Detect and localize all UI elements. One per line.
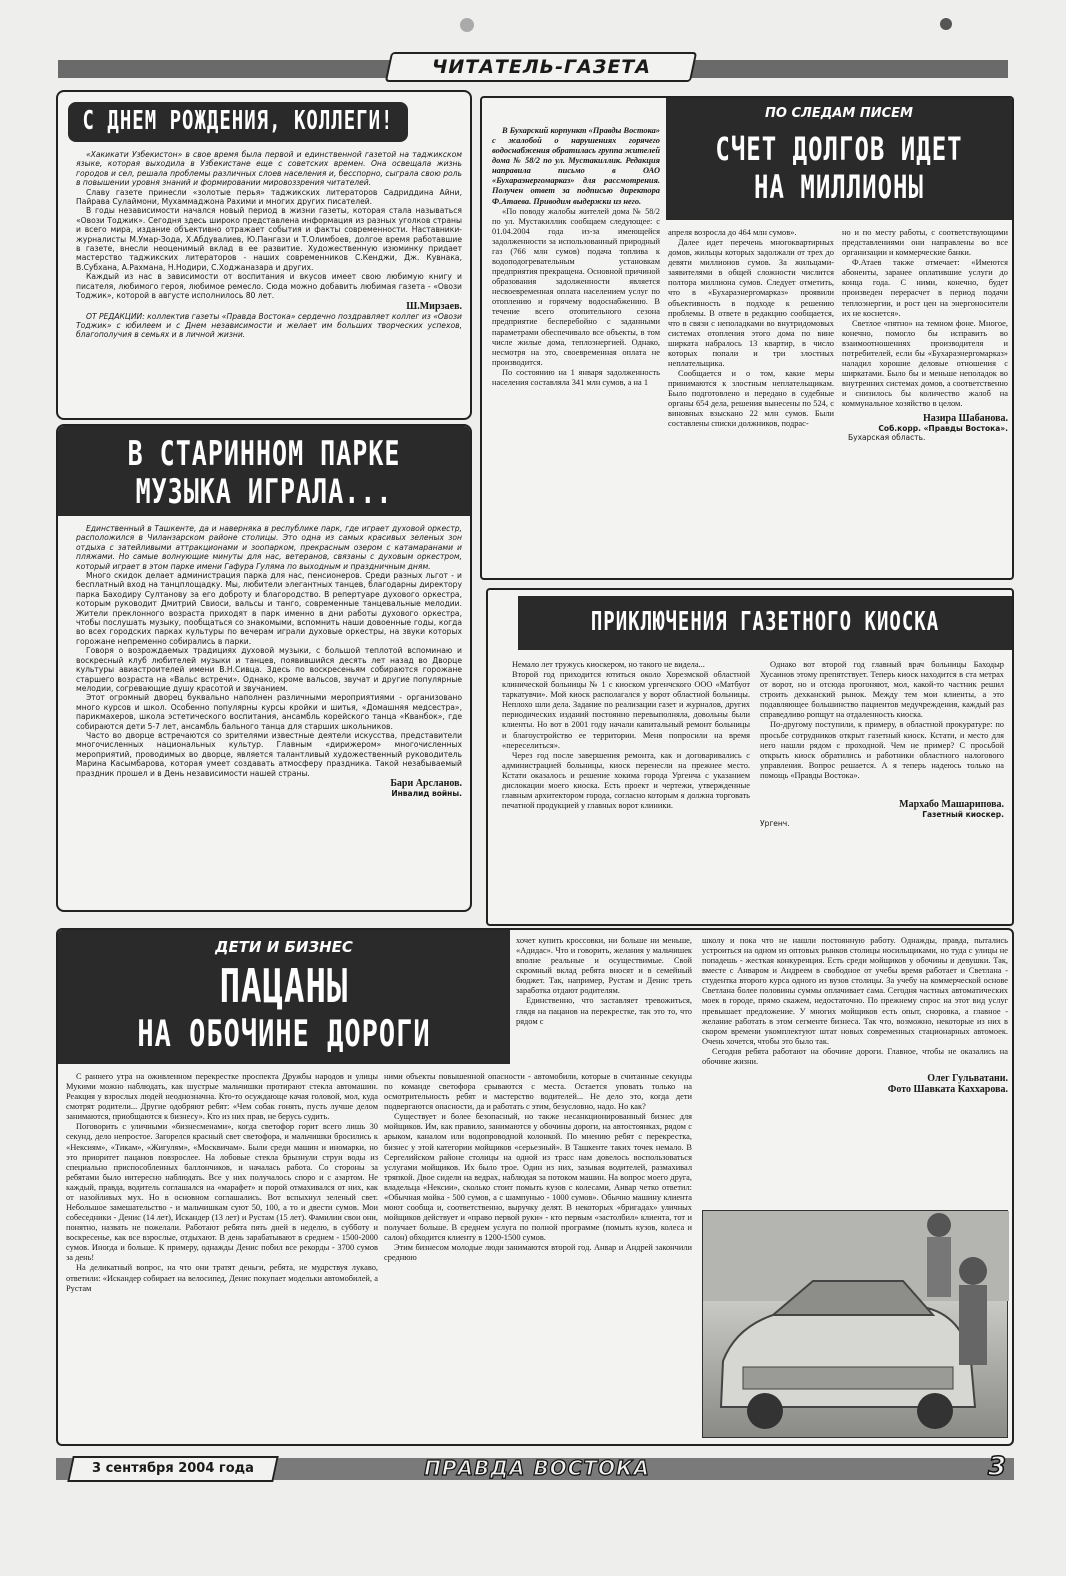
- article-park: [56, 424, 472, 912]
- author-byline: Бари Арсланов.: [390, 777, 462, 789]
- footer-paper-name: ПРАВДА ВОСТОКА: [424, 1456, 650, 1480]
- paragraph: Немало лет тружусь киоскером, но такого не видела...: [512, 660, 705, 669]
- editorial-note: ОТ РЕДАКЦИИ: коллектив газеты «Правда Востока» сердечно поздравляет коллег из «Овози Тоджик» с юбилеем и с Днем независимости и желает им больших творческих успехов, благополучия в семьях и в личной жизни.: [76, 311, 462, 340]
- paragraph: Однако вот второй год главный врач больницы Баходыр Хусаинов этому препятствует. Теперь киоск находится в ста метрах от ворот, но и отсюда прогоняют, мол, какой-то частник решил строить дехканский рынок. Между тем мои клиенты, а это подавляющее большинство пациентов медучреждения, каждый раз справедливо ропщут на отдаленность киоска.: [760, 660, 1004, 720]
- author-role: Соб.корр. «Правды Востока».: [878, 424, 1008, 434]
- paragraph: Через год после завершения ремонта, как и договаривались с администрацией больницы, киоск перенесли на прежнее место. Кстати оказалось и решение хокима города Ургенча с указанием дислокации моего киоска. Есть проект и чертежи, утвержденные главным архитектором города, согласно которым я должна торговать печатной продукцией у главных ворот клиники.: [502, 750, 750, 811]
- author-role: Инвалид войны.: [391, 788, 462, 798]
- car-photo-illustration: [703, 1211, 1009, 1439]
- author-byline: Назира Шабанова.: [922, 413, 1008, 425]
- paragraph: Славу газете принесли «золотые перья» таджикских литераторов Садриддина Айни, Пайрава Сулаймони, Мухаммаджона Рахими и многих других писателей.: [76, 187, 462, 207]
- paragraph: Существует и более безопасный, но также несанкционированный бизнес для мойщиков. Им, как правило, занимаются у обочины дороги, на автостоянках, рядом с арыком, каналом или водопроводной колонкой. По мнению ребят с перекрестка, бизнес у этой категории мойщиков «серьезный». В Ташкенте таких точек немало. В Сергелийском районе столицы на одной из трасс нам довелось воспользоваться услугами мойщиков. Их было трое. Один из них, зазывая водителей, размахивал тряпкой. Двое сидели на ведрах, наблюдая за потоком машин. На вопрос моего друга, владельца «Нексии», сколько стоит помыть кузов с колесами, Анвар четко ответил: «Обычная мойка - 500 сумов, а с шампунью - 1000 сумов». Обычно машину клиента моют сообща и, соответственно, выручку делят. В некоторых «бригадах» уличных мойщиков действует и «право первой руки» - кто первым «застолбил» клиента, тот и получает больше. В среднем услуга по полной программе (помыть кузов, колеса и салон) обходится клиенту в 1200-1500 сумов.: [384, 1112, 692, 1243]
- paragraph: Единственно, что заставляет тревожиться, глядя на пацанов на перекрестке, так это то, что рядом с: [516, 996, 692, 1026]
- column-2: [760, 660, 1004, 922]
- paragraph: апреля возросла до 464 млн сумов».: [668, 228, 797, 237]
- paragraph: Этот огромный дворец буквально наполнен различными мероприятиями - организовано много курсов и школ. Особенно популярны курсы кройки и шитья, «Домашняя медсестра», парикмахеров, школа эстетического воспитания, ансамбль корейского танца «Кванбок», где собираются дети 5-7 лет, ансамбль бального танца для старших школьников.: [76, 693, 462, 731]
- paragraph: Второй год приходится ютиться около Хорезмской областной клинической больницы № 1 с киоском ургенчского ООО «Матбуот таркатувчи». Мой киоск располагался у ворот областной больницы. Неплохо шли дела. Задание по реализации газет и журналов, других периодических изданий постоянно перевыполняла, довольны были клиенты. Но вот в 2001 году начали капитальный ремонт больницы и благоустройство ее территории. Меня попросили на время «переселиться».: [502, 670, 750, 750]
- column-2: [668, 228, 834, 576]
- footer-date-plate: [67, 1456, 279, 1482]
- paragraph: Много скидок делает администрация парка для нас, пенсионеров. Среди разных льгот - и бесплатный вход на танцплощадку. Мы, любители элегантных танцев, благодарны директору парка Баходиру Султанову за его доброту и благородство. В репертуаре духового оркестра, которым руководит Дмитрий Свиоси, вальсы и танго, современные танцевальные мелодии. Жители преклонного возраста приходят в парк именно в дни работы духового оркестра, чтобы послушать музыку, пообщаться со знакомыми, вспомнить наши довоенные годы, когда во всех городских парках культуры по вечерам играли духовые оркестры, на звуки которых горожане непременно собирались в парки.: [76, 571, 462, 646]
- paragraph: ними объекты повышенной опасности - автомобили, которые в считанные секунды по команде светофора срываются с места. Остается уповать только на осмотрительность ребят и мастерство водителей... Не дело это, когда дети подвергаются опасности, да и работать с этим, безусловно, надо. Но как?: [384, 1072, 692, 1112]
- place: Бухарская область.: [848, 433, 926, 443]
- paragraph: школу и пока что не нашли постоянную работу. Однажды, правда, пытались устроиться на одном из оптовых рынков столицы носильщиками, но туда с улицы не попадешь - жесткая конкуренция. Есть среди мойщиков у обочины и девушки. Так, вместе с Анваром и Андреем в свободное от учебы время работает и Светлана - студентка второго курса одного из вузов столицы. За учебу на коммерческой основе Светлана более половины суммы оплачивает сама. Сегодня частных автоматических моек в городе, прямо скажем, недостаточно. По прежнему спрос на этот вид услуг превышает предложение. У многих мойщиков есть опыт, сноровка, а главное - желание работать в этом сегменте бизнеса. Так что, возможно, некоторые из них в скором времени укомплектуют штат новых современных стационарных автомоек. Очень хочется, чтобы это было так.: [702, 936, 1008, 1046]
- paragraph: Часто во дворце встречаются со зрителями известные деятели искусства, представители многочисленных национальных культур. Главным «дирижером» многочисленных мероприятий, проводимых во дворце, является талантливый художественный руководитель Марина Касымбарова, которая умеет создавать атмосферу праздника. Такой незабываемый праздник прошел и в День независимости нашей страны.: [76, 730, 462, 778]
- binder-hole: [460, 18, 474, 32]
- body-birthday: [76, 150, 462, 416]
- author-byline: Ш.Мирзаев.: [406, 300, 462, 312]
- rubric: ДЕТИ И БИЗНЕС: [215, 938, 353, 956]
- paragraph: С раннего утра на оживленном перекрестке проспекта Дружбы народов и улицы Мукими можно наблюдать, как шустрые мальчишки протирают стекла автомашин. Реакция у взрослых людей неоднозначна. Кто-то осуждающе качая головой, мол, куда смотрят родители... Другие одобряют ребят: «Чем собак гонять, пусть лучше делом занимаются, приобщаются к бизнесу». Кто из них прав, не берусь судить.: [66, 1072, 378, 1122]
- article-kiosk: [486, 588, 1014, 926]
- headline-park: В СТАРИННОМ ПАРКЕ МУЗЫКА ИГРАЛА...: [58, 426, 470, 516]
- lead-text: В Бухарский корпункт «Правды Востока» с жалобой о нарушениях горячего водоснабжения обратилась группа жителей дома № 58/2 по ул. Мустакиллик. Редакция направила письмо в ОАО «Бухараэнергомарказ» для рассмотрения. Получен ответ за подписью директора Ф.Атаева. Приводим выдержки из него.: [492, 126, 660, 206]
- paragraph: Далее идет перечень многоквартирных домов, жильцы которых задолжали от трех до девяти миллионов сумов. За жильцами-заявителями в общей сложности числится полтора миллиона сумов. Следует отметить, что в «Бухараэнергомарказ» проявили объективность в подходе к решению проблемы. В ответе в редакцию сообщается, что в связи с неполадками во внутридомовых системах отопления этого дома по вине ширката набралось 13 квартир, в число которых попали и три злостных неплательщика.: [668, 238, 834, 369]
- column-top: [516, 936, 692, 1060]
- column-3: [842, 228, 1008, 576]
- section-title: ЧИТАТЕЛЬ-ГАЗЕТА: [431, 56, 651, 78]
- paragraph: Поговорить с уличными «бизнесменами», когда светофор горит всего лишь 30 секунд, дело непростое. Загорелся красный свет светофора, и мальчишки бросились к «Нексиям», «Тикам», «Жигулям», «Москвичам». Были среди машин и иномарки, но это приоритет пацанов повзрослее. На лобовые стекла брызнули струи воды из специально приспособленных баллончиков, и началась работа. Со стороны за ребятами было интересно наблюдать. Все у них получалось споро и с азартом. Не каждый, правда, водитель соглашался на «марафет» и порой отмахивался от них, как от назойливых мух. Но в основном соглашались. Вот вспыхнул зеленый свет. Небольшое замешательство - и мальчишкам суют 50, 100, а то и двести сумов. Мои собеседники - Денис (14 лет), Искандер (13 лет) и Рустам (15 лет). Фамилии свои они, понятно, назвать не пожелали. Работают ребята пять дней в неделю, в субботу и воскресенье, как все взрослые, отдыхают. В день зарабатывают в среднем - 1500-2000 сумов. Иногда и больше. К примеру, однажды Денис побил все рекорды - 3700 сумов за день!: [66, 1122, 378, 1263]
- binder-hole: [940, 18, 952, 30]
- column-1: [66, 1072, 378, 1442]
- article-debts: [480, 96, 1014, 580]
- article-kids: [56, 928, 1014, 1446]
- lead-text: Единственный в Ташкенте, да и наверняка в республике парк, где играет духовой оркестр, расположился в Чиланзарском районе столицы. Это одна из самых красивых зеленых зон отдыха с затейливыми аттракционами и зоопарком, прекрасным озером с катамаранами и пляжами. Но самые волнующие минуты для нас, ветеранов, связаны с духовым оркестром, который играет в этом парке имени Гафура Гуляма по выходным и праздничным дням.: [76, 524, 462, 571]
- photo-credit: Фото Шавката Каххарова.: [887, 1084, 1008, 1096]
- paragraph: Ф.Атаев также отмечает: «Имеются абоненты, заранее оплатившие услуги до конца года. С ними, конечно, будет произведен перерасчет в период подачи теплоэнергии, и рост цен на энергоносители их не коснется».: [842, 258, 1008, 318]
- rubric: ПО СЛЕДАМ ПИСЕМ: [765, 106, 913, 121]
- paragraph: В годы независимости начался новый период в жизни газеты, которая стала называться «Овози Тоджик». Сегодня здесь широко представлена информация из разных уголков страны и всего мира, издание объективно отражает события и факты современности. Наставники-журналисты М.Умар-Зода, Х.Абдувалиев, Ю.Пангази и Т.Олимбоев, долгое время работавшие в газете, внесли неоценимый вклад в ее развитие. Художественную изюминку придает мастерство таджикских литераторов - наших современников С.Кенджи, Дж. Кувнака, В.Субхана, А.Рахмана, Н.Нодири, С.Ходжаназара и других.: [76, 206, 462, 272]
- paragraph: Сегодня ребята работают на обочине дороги. Главное, чтобы не оказались на обочине жизни.: [702, 1046, 1008, 1066]
- paragraph: По состоянию на 1 января задолженность населения составляла 341 млн сумов, а на 1: [492, 367, 660, 387]
- column-2: [384, 1072, 692, 1442]
- headline-kiosk: ПРИКЛЮЧЕНИЯ ГАЗЕТНОГО КИОСКА: [518, 596, 1012, 650]
- headline-birthday: С ДНЕМ РОЖДЕНИЯ, КОЛЛЕГИ!: [68, 102, 408, 142]
- paragraph: Сообщается и о том, какие меры принимаются к злостным неплательщикам. Было подготовлено и передано в судебные органы 654 дела, решения вынесены по 524, с виновных взыскано 22 млн сумов. Были составлены списки должников, подрас-: [668, 369, 834, 429]
- section-label: [385, 52, 697, 82]
- paragraph: На деликатный вопрос, на что они тратят деньги, ребята, не мудрствуя лукаво, ответили: «Искандер собирает на велосипед, Денис покупает модельки автомобилей, а Рустам: [66, 1263, 378, 1293]
- paragraph: По-другому поступили, к примеру, в областной прокуратуре: по просьбе сотрудников открыт газетный киоск. Кстати, и место для него нашли рядом с проходной. Чем не пример? С просьбой открыть киоск обратились и работники областного налогового управления. Вопрос решается. А я теперь надеюсь только на помощь «Правды Востока».: [760, 720, 1004, 780]
- paragraph: хочет купить кроссовки, ни больше ни меньше, «Адидас». Что и говорить, желания у мальчишек вполне реальные и осуществимые. Свой скромный вклад ребята вносят и в семейный бюджет. Так, например, Рустам и Денис треть заработка отдают родителям.: [516, 936, 692, 996]
- column-1: [492, 126, 660, 576]
- author-role: Газетный киоскер.: [922, 809, 1004, 819]
- place: Ургенч.: [760, 818, 790, 828]
- paragraph: но и по месту работы, с соответствующими представлениями они направлены во все организации и коммерческие банки.: [842, 228, 1008, 258]
- headline-debts: ПО СЛЕДАМ ПИСЕМ СЧЕТ ДОЛГОВ ИДЕТ НА МИЛЛИОНЫ: [666, 98, 1012, 220]
- column-1: [502, 660, 750, 922]
- article-birthday: [56, 90, 472, 420]
- paragraph: Каждый из нас в зависимости от воспитания и вкусов имеет свою любимую книгу и писателя, любимого героя, любимое ремесло. Сюда можно добавить любимая газета - «Овози Тоджик», которой в августе исполнилось 80 лет.: [76, 272, 462, 301]
- author-byline: Олег Гульватани.: [927, 1073, 1008, 1085]
- paragraph: Говоря о возрождаемых традициях духовой музыки, с большой теплотой вспоминаю и воскресный клуб любителей музыки и танцев, появившийся десять лет назад во Дворце культуры авиастроителей имени В.Н.Сивца. Здесь по воскресеньям собираются горожане старшего возраста на «Вальс встречи». Однако, кроме вальсов, звучат и другие популярные мелодии, согревающие душу красотой и звучанием.: [76, 646, 462, 693]
- photo-car-wash: [702, 1210, 1008, 1438]
- issue-date: 3 сентября 2004 года: [92, 1461, 254, 1476]
- paragraph: Светлое «пятно» на темном фоне. Многое, конечно, помогло бы исправить во взаимоотношениях производителя и потребителей, если бы «Бухараэнергомарказ» наладил хорошие деловые отношения с ширкатами. Было бы и меньше неполадок во внутренних системах домов, а соответственно и снизилось бы количество жалоб на коммунальное хозяйство в целом.: [842, 318, 1008, 409]
- headline-kids: ДЕТИ И БИЗНЕС ПАЦАНЫ НА ОБОЧИНЕ ДОРОГИ: [58, 930, 510, 1064]
- lead-text: «Хакикати Узбекистон» в свое время была первой и единственной газетой на таджикском языке, которая выходила в Узбекистане еще с советских времен. Она освещала жизнь городов и сел, решала проблемы различных слоев населения и, бесспорно, сыграла свою роль в повышении уровня знаний и формировании мировоззрения читателей.: [76, 150, 462, 188]
- paragraph: Этим бизнесом молодые люди занимаются второй год. Анвар и Андрей закончили среднюю: [384, 1243, 692, 1263]
- author-byline: Мархабо Машарипова.: [899, 798, 1004, 810]
- paragraph: «По поводу жалобы жителей дома № 58/2 по ул. Мустакиллик сообщаем следующее: с 01.04.2004 года из-за имеющейся задолженности за использованный природный газ (766 млн сумов) подача топлива к водоподогревательным установкам предприятия прекращена. Основной причиной образования задолженности является несвоевременная оплата населением услуг по отоплению и горячему водоснабжению. В течение всего отопительного сезона предприятие бесперебойно с заданными параметрами обеспечивало все объекты, в том числе жилые дома, теплоэнергией. Однако, несмотря на это, своевременная оплата не производится.: [492, 206, 660, 367]
- body-park: [76, 524, 462, 908]
- page-number: 3: [987, 1452, 1007, 1482]
- column-3: [702, 936, 1008, 1204]
